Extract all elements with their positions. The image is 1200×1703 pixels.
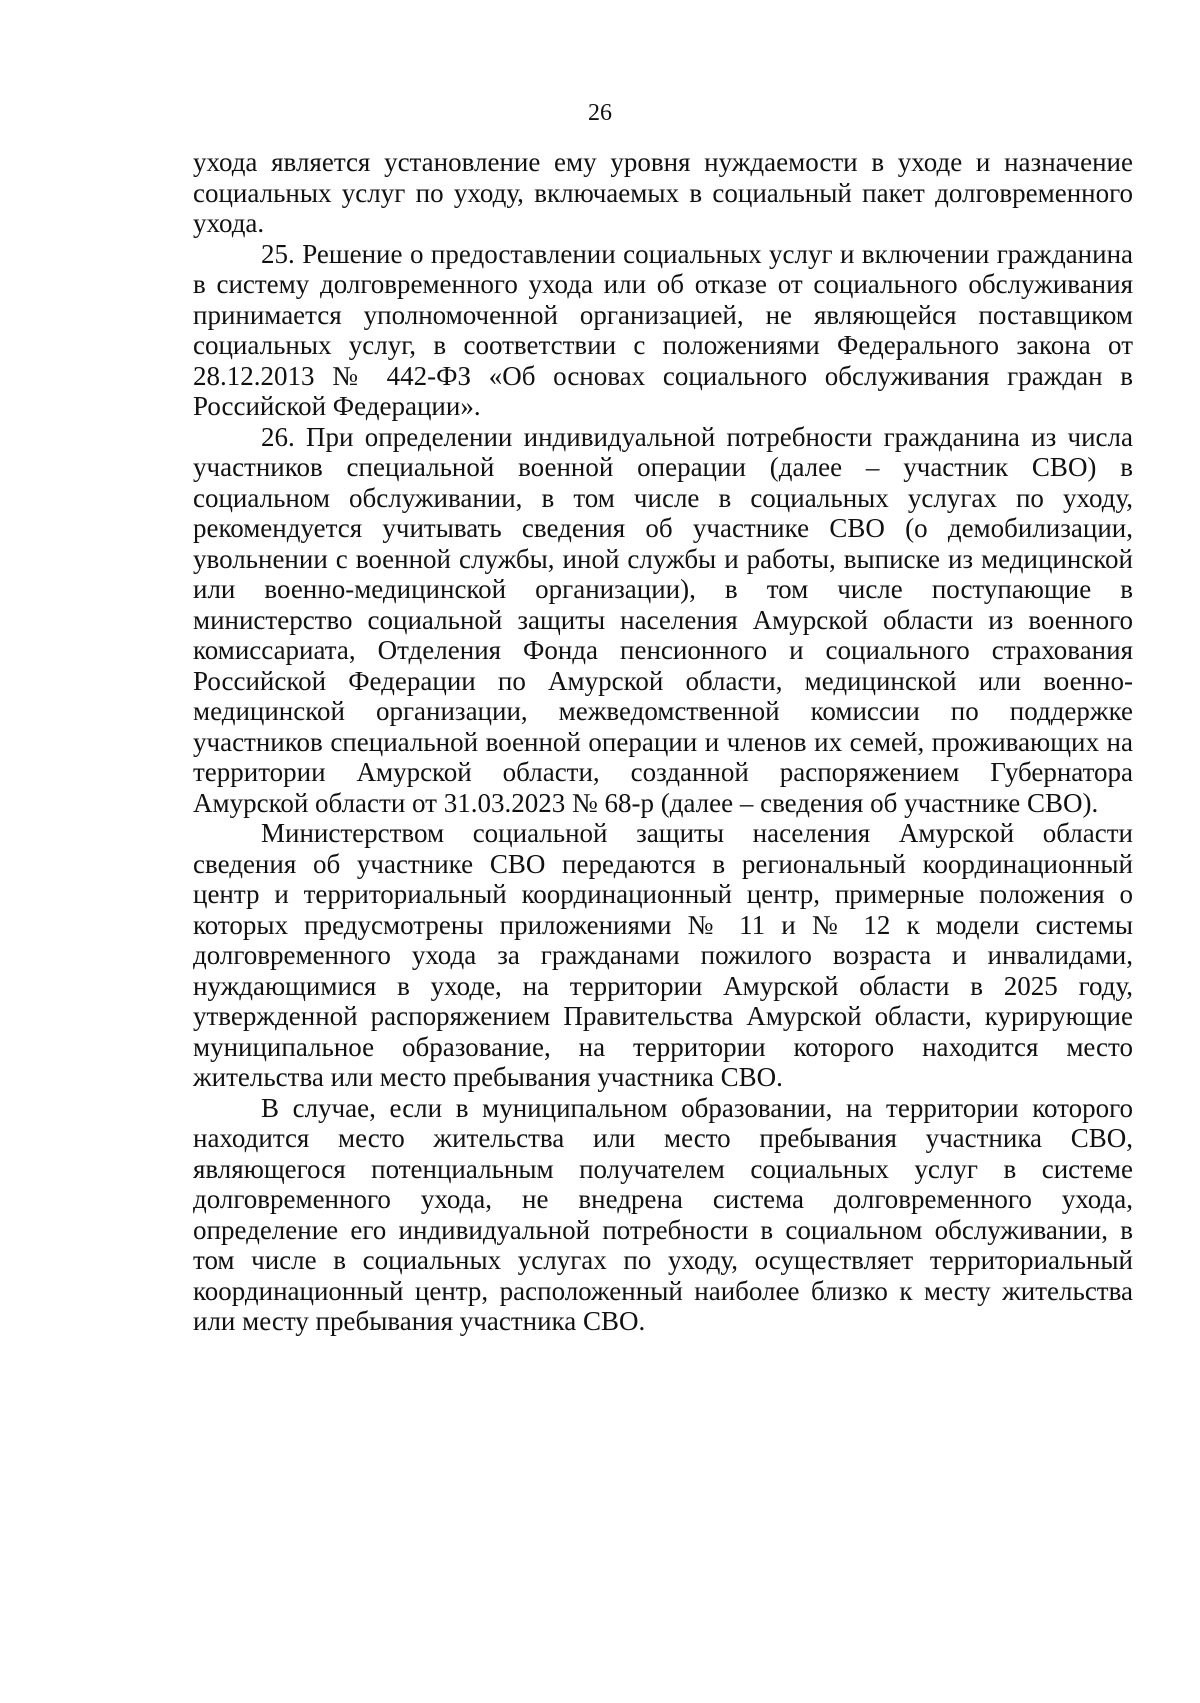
page-number: 26 <box>588 100 612 126</box>
document-body <box>193 147 1133 1337</box>
paragraph-item-26: 26. При определении индивидуальной потребности гражданина из числа участников специальной военной операции (далее – участник СВО) в социальном обслуживании, в том числе в социальных услугах по уходу, рекомендуется учитывать сведения об участнике СВО (о демобилизации, увольнении с военной службы, иной службы и работы, выписке из медицинской или военно-медицинской организации), в том числе поступающие в министерство социальной защиты населения Амурской области из военного комиссариата, Отделения Фонда пенсионного и социального страхования Российской Федерации по Амурской области, медицинской или военно-медицинской организации, межведомственной комиссии по поддержке участников специальной военной операции и членов их семей, проживающих на территории Амурской области, созданной распоряжением Губернатора Амурской области от 31.03.2023 № 68-р (далее – сведения об участнике СВО). <box>193 421 1133 818</box>
paragraph-case-no-system: В случае, если в муниципальном образовании, на территории которого находится место жительства или место пребывания участника СВО, являющегося потенциальным получателем социальных услуг в системе долговременного ухода, не внедрена система долговременного ухода, определение его индивидуальной потребности в социальном обслуживании, в том числе в социальных услугах по уходу, осуществляет территориальный координационный центр, расположенный наиболее близко к месту жительства или месту пребывания участника СВО. <box>193 1092 1133 1336</box>
paragraph-ministry-transfer: Министерством социальной защиты населения Амурской области сведения об участнике СВО передаются в региональный координационный центр и территориальный координационный центр, примерные положения о которых предусмотрены приложениями № 11 и № 12 к модели системы долговременного ухода за гражданами пожилого возраста и инвалидами, нуждающимися в уходе, на территории Амурской области в 2025 году, утвержденной распоряжением Правительства Амурской области, курирующие муниципальное образование, на территории которого находится место жительства или место пребывания участника СВО. <box>193 818 1133 1092</box>
paragraph-continuation: ухода является установление ему уровня нуждаемости в уходе и назначение социальных услуг по уходу, включаемых в социальный пакет долговременного ухода. <box>193 147 1133 238</box>
paragraph-item-25: 25. Решение о предоставлении социальных услуг и включении гражданина в систему долговременного ухода или об отказе от социального обслуживания принимается уполномоченной организацией, не являющейся поставщиком социальных услуг, в соответствии с положениями Федерального закона от 28.12.2013 № 442-ФЗ «Об основах социального обслуживания граждан в Российской Федерации». <box>193 238 1133 421</box>
